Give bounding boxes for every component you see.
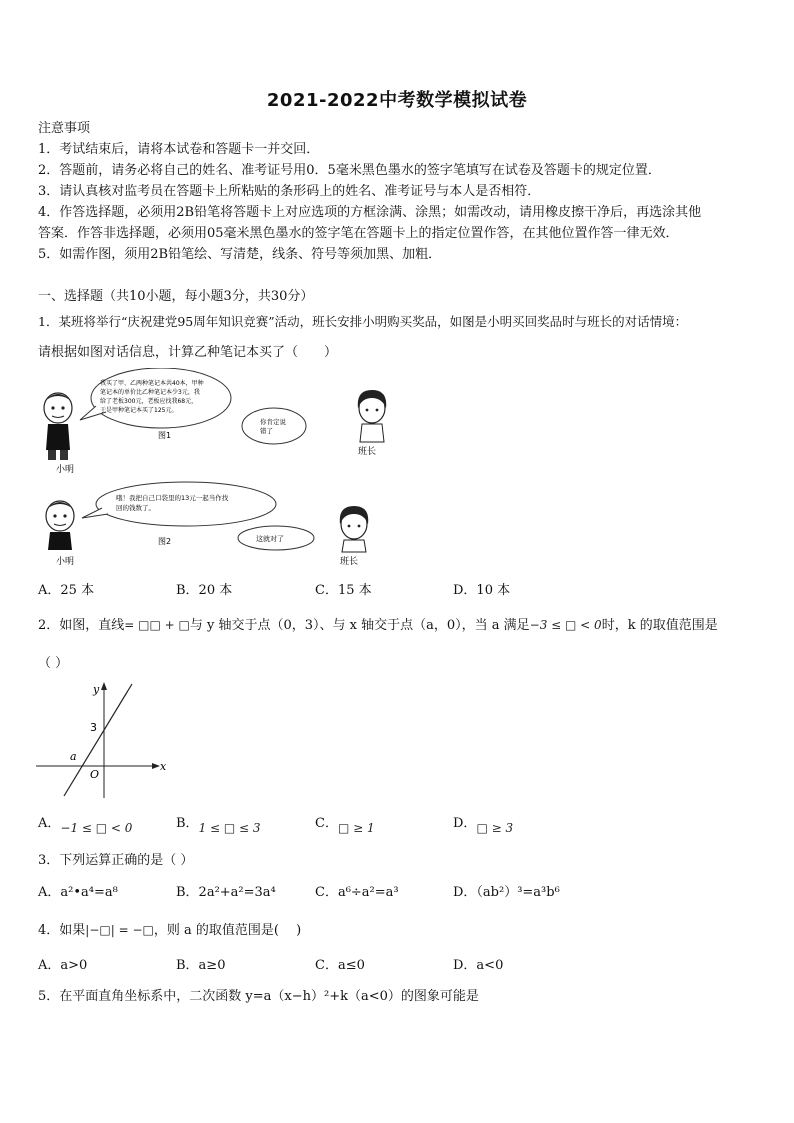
note-item: 3．请认真核对监考员在答题卡上所粘贴的条形码上的姓名、准考证号与本人是否相符． <box>38 184 541 199</box>
caption-fig2: 图2 <box>158 537 172 546</box>
q4-text-b: ，则 a 的取值范围是( ) <box>153 923 302 938</box>
q2-option-c-math: □ ≥ 1 <box>337 821 375 835</box>
q4-formula: |−□| = −□ <box>85 923 154 937</box>
q1-dialogue-figure <box>36 368 396 568</box>
bubble1-line: 笔记本的单价比乙种笔记本少3元，我 <box>100 389 200 396</box>
q1-text-line2: 请根据如图对话信息，计算乙种笔记本买了（ ） <box>38 345 338 360</box>
bubble1-line: 于是甲种笔记本买了125元。 <box>100 407 178 414</box>
bubble2-line: 回的钱数了。 <box>116 504 155 512</box>
q4-option-d[interactable]: D．a<0 <box>453 958 504 973</box>
origin-label: O <box>90 768 100 781</box>
x-intercept-label: a <box>70 750 77 763</box>
bubble2-line: 哦！我把自己口袋里的13元一起当作找 <box>116 494 229 502</box>
q2-option-a-math: −1 ≤ □ < 0 <box>60 821 133 835</box>
q3-option-b[interactable]: B．2a²+a²=3a⁴ <box>176 885 276 900</box>
q2-option-d-math: □ ≥ 3 <box>476 821 514 835</box>
q2-text-b: 与 y 轴交于点（0，3）、与 x 轴交于点（a，0），当 a 满足 <box>189 618 530 633</box>
q1-option-d[interactable]: D．10 本 <box>453 583 511 598</box>
y-tick-3: 3 <box>90 721 97 734</box>
reply2-text: 这就对了 <box>256 535 284 543</box>
xiaoming-cartoon-icon <box>44 393 72 460</box>
banzhang-label-2: 班长 <box>340 557 359 567</box>
q1-text-line1: 1．某班将举行“庆祝建党95周年知识竞赛”活动，班长安排小明购买奖品，如图是小明买回奖品时与班长的对话情境： <box>38 314 688 329</box>
note-item: 5．如需作图，须用2B铅笔绘、写清楚，线条、符号等须加黑、加粗． <box>38 247 442 262</box>
bubble1-line: 我买了甲、乙两种笔记本共40本，甲种 <box>100 380 204 387</box>
q4-text-a: 4．如果 <box>38 923 86 938</box>
banzhang-cartoon-icon <box>358 390 386 442</box>
q2-text-a: 2．如图，直线 <box>38 618 125 633</box>
reply-bubble-1 <box>242 408 306 444</box>
q1-option-c[interactable]: C．15 本 <box>315 583 372 598</box>
section-heading: 一、选择题（共10小题，每小题3分，共30分） <box>38 289 314 304</box>
notes-heading: 注意事项 <box>38 121 91 136</box>
y-axis-label: y <box>93 683 100 696</box>
q4-option-a[interactable]: A．a>0 <box>38 958 88 973</box>
note-item: 2．答题前，请务必将自己的姓名、准考证号用0．5毫米黑色墨水的签字笔填写在试卷及答题卡的规定位置． <box>38 163 661 178</box>
q3-option-d[interactable]: D．（ab²）³=a³b⁶ <box>453 885 560 900</box>
q2-option-d-letter: D． <box>453 816 477 831</box>
reply1-line: 你肯定说 <box>260 418 286 426</box>
caption-fig1: 图1 <box>158 431 172 440</box>
xiaoming-label-2: 小明 <box>56 557 75 567</box>
q2-option-b[interactable] <box>176 814 261 833</box>
q2-option-d[interactable] <box>453 814 513 833</box>
q1-option-a[interactable]: A．25 本 <box>38 583 95 598</box>
q2-option-a-letter: A． <box>38 816 61 831</box>
reply1-line: 错了 <box>260 427 273 435</box>
q2-a-range-formula: −3 ≤ □ < 0 <box>529 618 602 632</box>
q3-text: 3．下列运算正确的是（ ） <box>38 853 194 868</box>
q2-option-c[interactable] <box>315 814 375 833</box>
page-title: 2021-2022中考数学模拟试卷 <box>266 90 528 111</box>
q4-option-b[interactable]: B．a≥0 <box>176 958 226 973</box>
q4-text <box>38 921 301 940</box>
x-axis-label: x <box>160 760 167 773</box>
q5-text: 5．在平面直角坐标系中，二次函数 y=a（x−h）²+k（a<0）的图象可能是 <box>38 989 479 1004</box>
q2-option-b-letter: B． <box>176 816 199 831</box>
note-item: 1．考试结束后，请将本试卷和答题卡一并交回． <box>38 142 320 157</box>
banzhang-cartoon-icon <box>340 506 368 552</box>
note-item: 答案．作答非选择题，必须用05毫米黑色墨水的签字笔在答题卡上的指定位置作答，在其他位置作答一律无效． <box>38 226 679 241</box>
q2-line-formula: = □□ + □ <box>124 618 190 632</box>
q3-option-c[interactable]: C．a⁶÷a²=a³ <box>315 885 399 900</box>
banzhang-label-1: 班长 <box>358 447 377 457</box>
q2-graph <box>36 678 176 800</box>
q4-option-c[interactable]: C．a≤0 <box>315 958 365 973</box>
xiaoming-label-1: 小明 <box>56 465 75 475</box>
bubble1-line: 给了老板300元，老板应找我68元， <box>100 398 198 405</box>
q2-option-c-letter: C． <box>315 816 338 831</box>
xiaoming-cartoon-icon <box>46 501 74 550</box>
q1-option-b[interactable]: B．20 本 <box>176 583 233 598</box>
note-item: 4．作答选择题，必须用2B铅笔将答题卡上对应选项的方框涂满、涂黑；如需改动，请用橡皮擦干净后，再选涂其他 <box>38 205 702 220</box>
q2-option-a[interactable] <box>38 814 132 833</box>
q2-text <box>38 616 718 635</box>
q2-option-b-math: 1 ≤ □ ≤ 3 <box>198 821 261 835</box>
q2-paren: （ ） <box>38 656 69 671</box>
q3-option-a[interactable]: A．a²•a⁴=a⁸ <box>38 885 118 900</box>
q2-text-c: 时，k 的取值范围是 <box>601 618 718 633</box>
